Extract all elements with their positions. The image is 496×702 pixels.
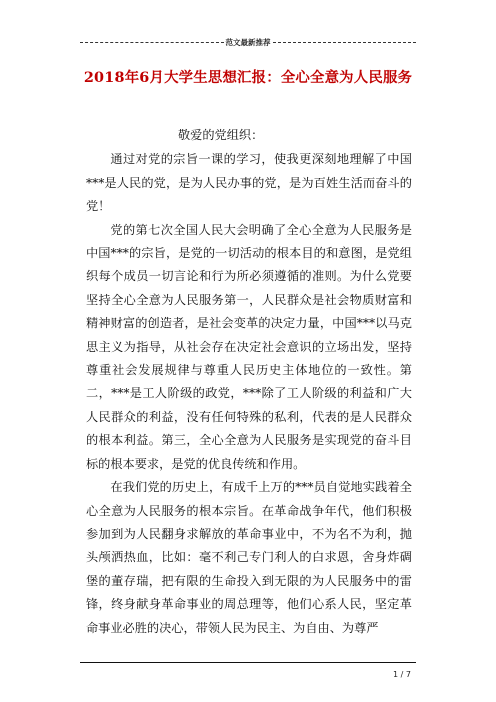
header-label: 范文最新推荐 xyxy=(225,37,271,47)
document-title: 2018年6月大学生思想汇报：全心全意为人民服务 xyxy=(83,69,413,86)
header-dash-left xyxy=(80,42,224,43)
header-dash-right xyxy=(273,42,417,43)
page-header xyxy=(80,36,416,48)
footer-rule xyxy=(80,662,416,663)
paragraph-3: 在我们党的历史上，有成千上万的***员自觉地实践着全心全意为人民服务的根本宗旨。在革命战争年代，他们积极参加到为人民翻身求解放的革命事业中，不为名不为利，抛头颅洒热血，比如：毫不利己专门利人的白求恩，舍身炸碉堡的董存瑞，把有限的生命投入到无限的为人民服务中的雷锋，终身献身革命事业的周总理等，他们心系人民，坚定革命事业必胜的决心，带领人民为民主、为自由、为尊严 xyxy=(86,480,412,635)
document-body xyxy=(86,124,412,640)
page-number: 1 / 7 xyxy=(393,670,411,679)
paragraph-2: 党的第七次全国人民大会明确了全心全意为人民服务是中国***的宗旨，是党的一切活动的根本目的和意图，是党组织每个成员一切言论和行为所必须遵循的准则。为什么党要坚持全心全意为人民服务第一，人民群众是社会物质财富和精神财富的创造者，是社会变革的决定力量，中国***以马克思主义为指导，从社会存在决定社会意识的立场出发，坚持尊重社会发展规律与尊重人民历史主体地位的一致性。第二，***是工人阶级的政党，***除了工人阶级的利益和广大人民群众的利益，没有任何特殊的私利，代表的是人民群众的根本利益。第三，全心全意为人民服务是实现党的奋斗目标的根本要求，是党的优良传统和作用。 xyxy=(86,222,412,471)
paragraph-1: 通过对党的宗旨一课的学习，使我更深刻地理解了中国***是人民的党，是为人民办事的党，是为百姓生活而奋斗的党！ xyxy=(86,152,412,214)
salutation: 敬爱的党组织： xyxy=(178,128,264,142)
